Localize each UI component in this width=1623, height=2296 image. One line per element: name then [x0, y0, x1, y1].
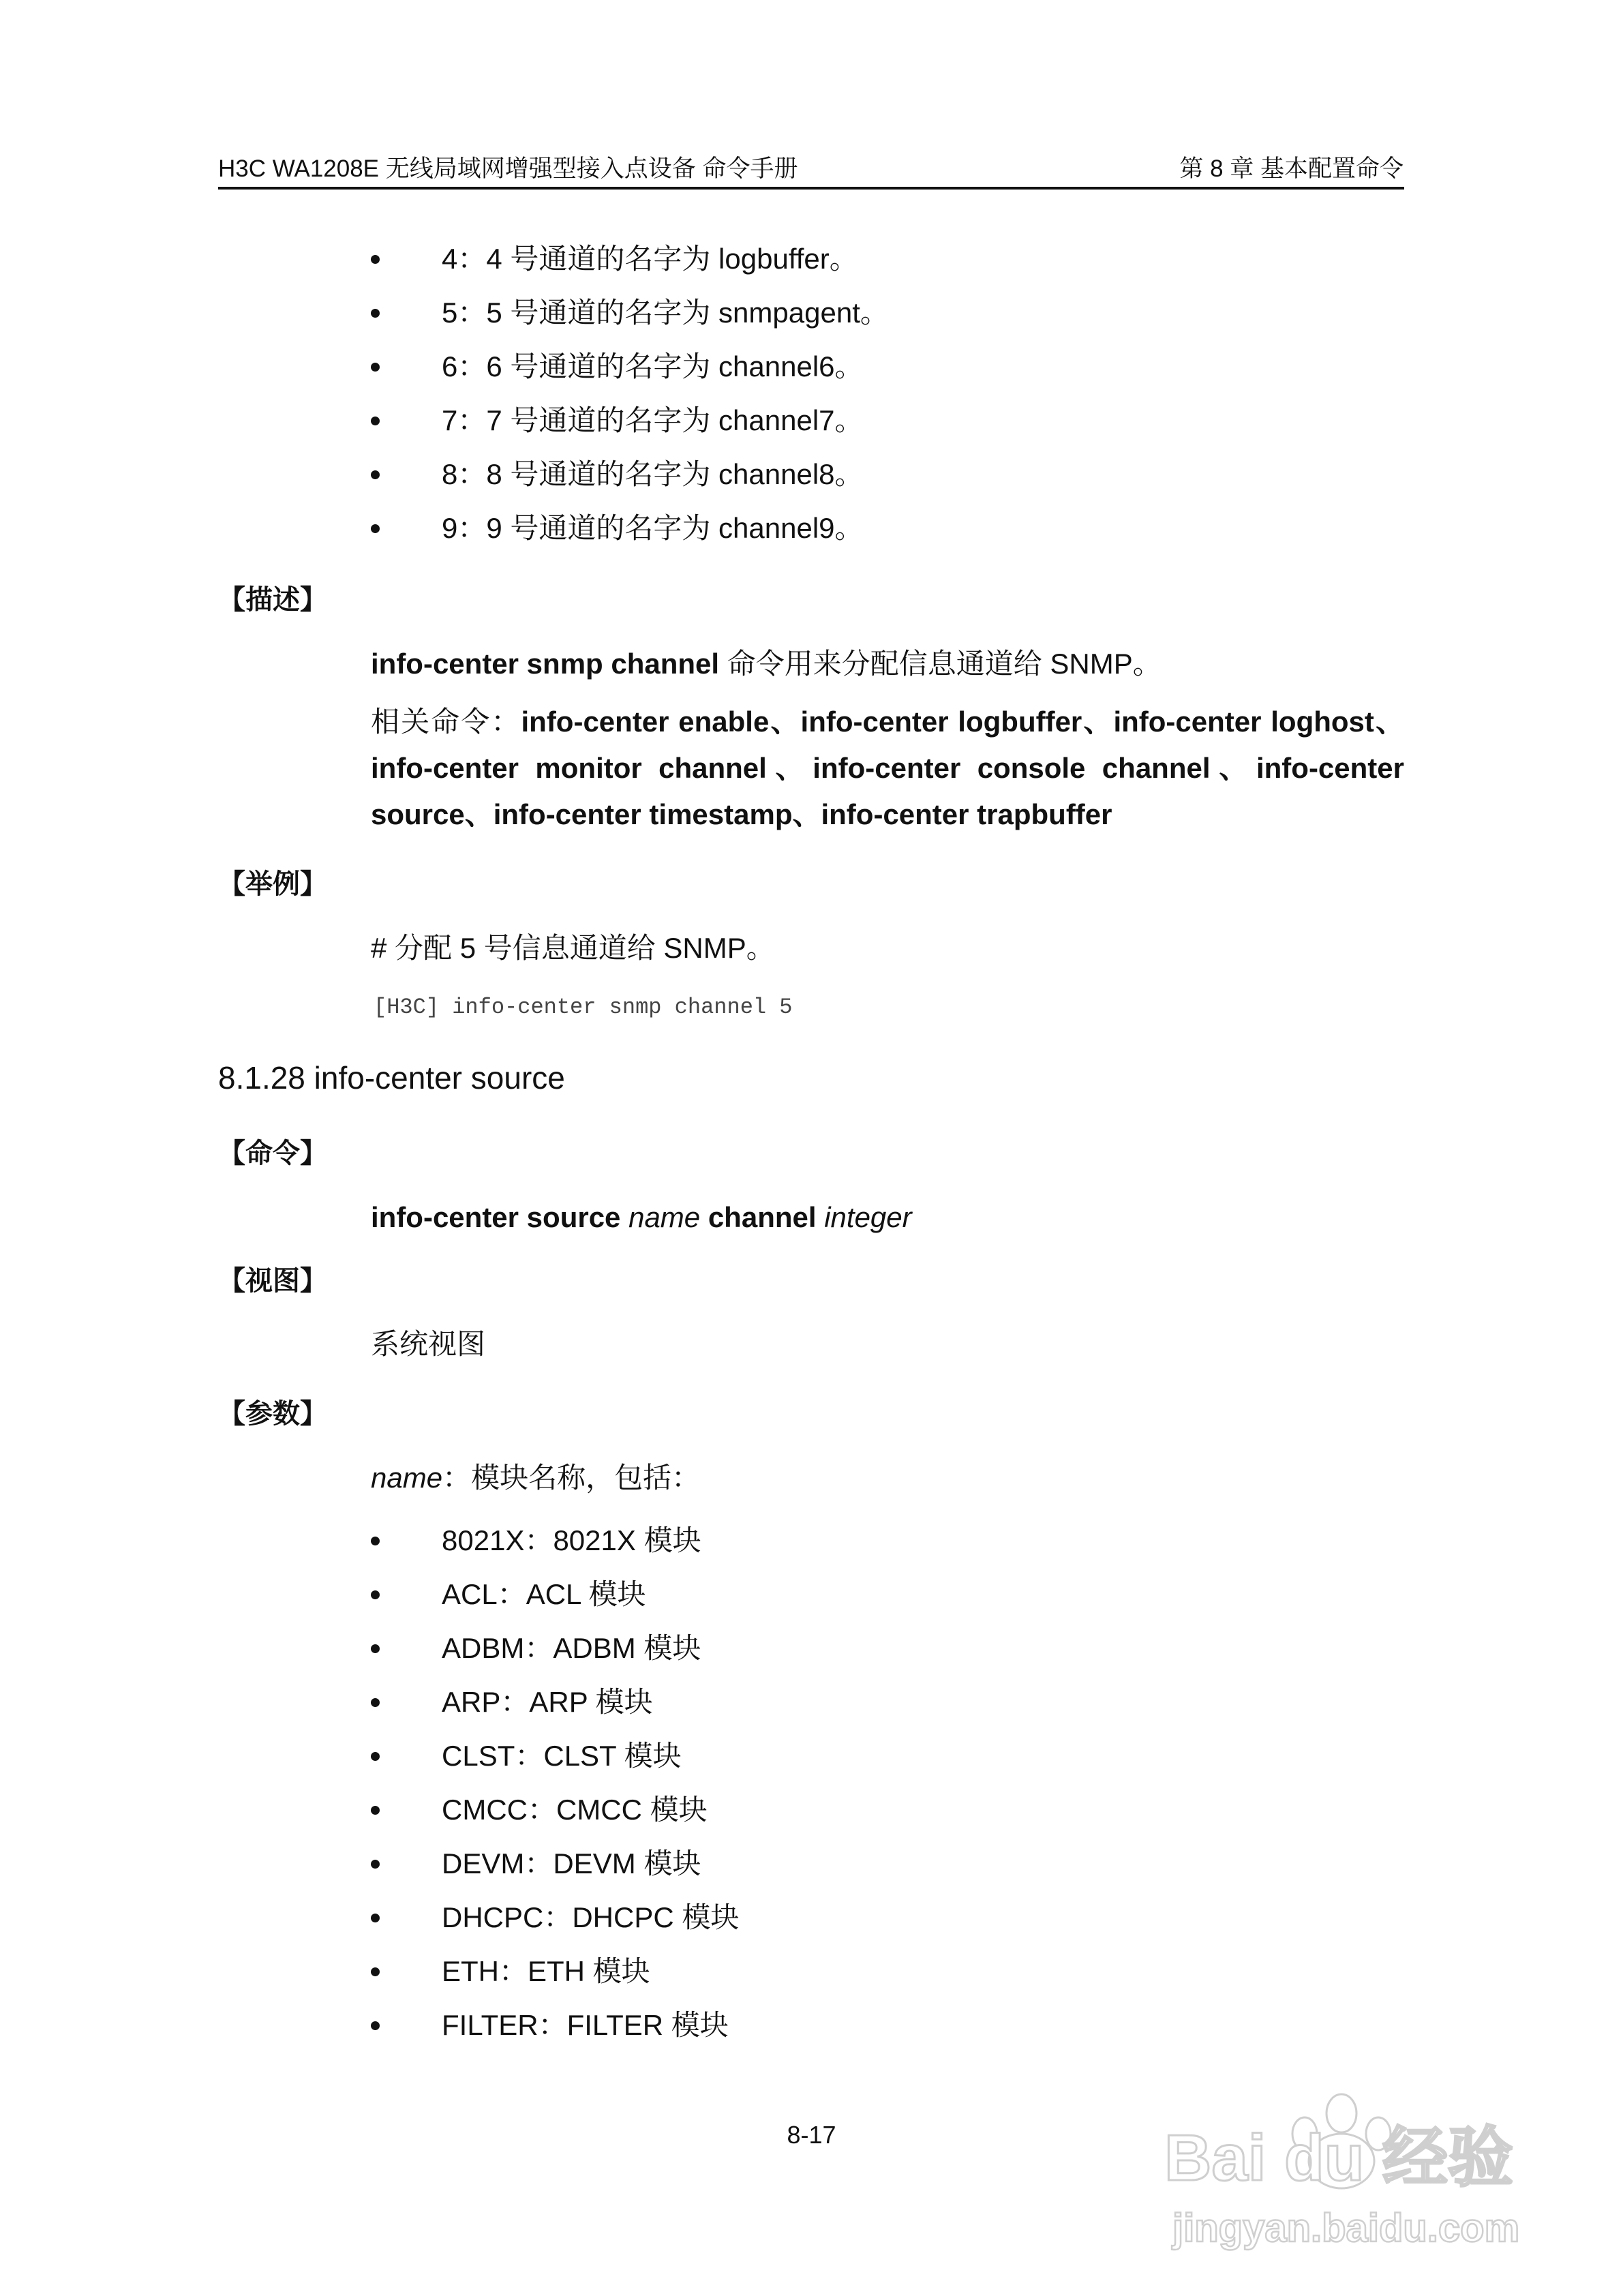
params-heading: 【参数】 [218, 1399, 327, 1429]
list-item: ADBM：ADBM 模块 [371, 1633, 739, 1687]
example-code: [H3C] info-center snmp channel 5 [374, 995, 793, 1020]
related-command-list: info-center enable、info-center logbuffer、info-center loghost、info-center monitor channel、info-center console channel、info-center source、info-center timestamp、info-center trapbuffer [371, 706, 1404, 830]
section-title: 8.1.28 info-center source [218, 1060, 565, 1096]
desc-line: info-center snmp channel 命令用来分配信息通道给 SNMP。 [371, 648, 1162, 680]
list-item: DHCPC：DHCPC 模块 [371, 1903, 739, 1957]
list-item: FILTER：FILTER 模块 [371, 2010, 739, 2064]
example-heading: 【举例】 [218, 869, 327, 899]
param-name: name：模块名称，包括： [371, 1462, 701, 1494]
bullet-icon [371, 363, 380, 372]
related-commands: 相关命令：info-center enable、info-center logbuffer、info-center loghost、info-center monitor channel、info-center console channel、info-center source、info-center timestamp、info-center trapbuffer [371, 706, 1404, 830]
command-heading: 【命令】 [218, 1138, 327, 1168]
bullet-icon [371, 1644, 380, 1653]
bullet-icon [371, 417, 380, 425]
list-item: 8021X：8021X 模块 [371, 1526, 739, 1580]
bullet-icon [371, 1537, 380, 1545]
example-comment: # 分配 5 号信息通道给 SNMP。 [371, 932, 775, 964]
list-item: 5：5 号通道的名字为 snmpagent。 [371, 298, 889, 352]
baidu-jingyan-watermark [1159, 2059, 1541, 2263]
list-item: 7：7 号通道的名字为 channel7。 [371, 406, 889, 459]
list-item: ACL：ACL 模块 [371, 1580, 739, 1633]
header-rule [218, 187, 1404, 190]
bullet-icon [371, 1590, 380, 1599]
bullet-icon [371, 470, 380, 479]
list-item: 6：6 号通道的名字为 channel6。 [371, 352, 889, 406]
bullet-icon [371, 1698, 380, 1707]
list-item: DEVM：DEVM 模块 [371, 1849, 739, 1903]
header-title: H3C WA1208E 无线局域网增强型接入点设备 命令手册 [218, 155, 798, 182]
page-number: 8-17 [787, 2121, 836, 2149]
watermark-brand: Bai du 经验 [1164, 2121, 1514, 2194]
bullet-icon [371, 1860, 380, 1869]
list-item: ARP：ARP 模块 [371, 1687, 739, 1741]
bullet-icon [371, 255, 380, 264]
list-item: 9：9 号通道的名字为 channel9。 [371, 513, 889, 567]
bullet-icon [371, 309, 380, 318]
bullet-icon [371, 2021, 380, 2030]
bullet-icon [371, 524, 380, 533]
bullet-icon [371, 1806, 380, 1815]
watermark-url: jingyan.baidu.com [1172, 2206, 1520, 2250]
view-text: 系统视图 [371, 1328, 486, 1360]
desc-heading: 【描述】 [218, 585, 327, 615]
list-item: ETH：ETH 模块 [371, 1957, 739, 2010]
channel-list [371, 244, 889, 567]
list-item: 4：4 号通道的名字为 logbuffer。 [371, 244, 889, 298]
bullet-icon [371, 1914, 380, 1922]
bullet-icon [371, 1752, 380, 1761]
header-chapter: 第 8 章 基本配置命令 [1179, 155, 1404, 182]
command-syntax: info-center source name channel integer [371, 1201, 912, 1233]
list-item: CLST：CLST 模块 [371, 1741, 739, 1795]
bullet-icon [371, 1967, 380, 1976]
module-list [371, 1526, 739, 2064]
list-item: CMCC：CMCC 模块 [371, 1795, 739, 1849]
view-heading: 【视图】 [218, 1266, 327, 1296]
list-item: 8：8 号通道的名字为 channel8。 [371, 459, 889, 513]
command-keyword: info-center snmp channel [371, 648, 720, 680]
